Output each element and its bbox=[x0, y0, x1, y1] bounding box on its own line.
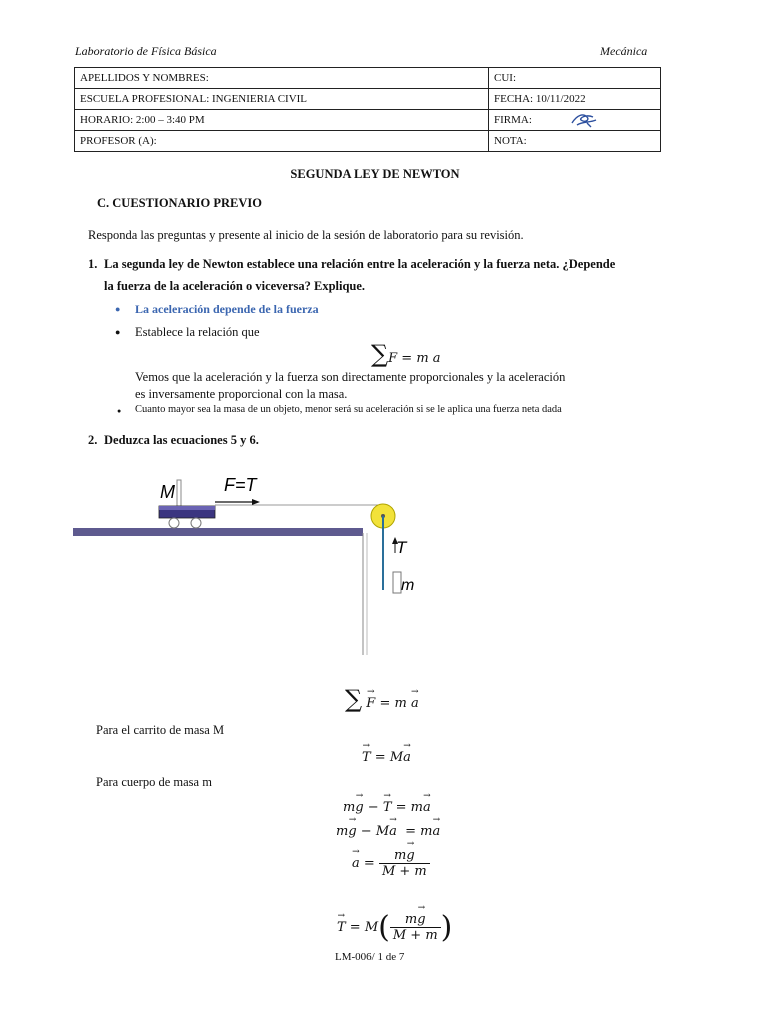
table-row bbox=[75, 110, 661, 131]
body-label: Para cuerpo de masa m bbox=[96, 775, 212, 789]
equation-cart: → T = M→ a bbox=[362, 750, 411, 765]
bullet-icon: ● bbox=[117, 407, 122, 415]
signature-label: FIRMA: bbox=[494, 114, 532, 126]
equation-sum-f-ma bbox=[371, 340, 441, 368]
force-arrow-icon bbox=[252, 499, 260, 505]
q1-line2: la fuerza de la aceleración o viceversa? Explique. bbox=[104, 279, 366, 293]
table-cell: NOTA: bbox=[489, 131, 661, 152]
equation-acceleration: → a = $\frac{m\to g}{M + m}$ bbox=[352, 848, 430, 879]
q1-bullet-c: Cuanto mayor sea la masa de un objeto, menor será su aceleración si se le aplica una fuerza neta dada bbox=[135, 404, 562, 415]
equation-body-2: m→ g − M→ a = m→ a bbox=[336, 824, 440, 839]
cart-wheel bbox=[169, 518, 179, 528]
table-cell: PROFESOR (A): bbox=[75, 131, 489, 152]
equation-vector-sum: ∑ → F = m → a bbox=[345, 685, 419, 713]
table-cell: ESCUELA PROFESIONAL: INGENIERIA CIVIL bbox=[75, 89, 489, 110]
hanging-mass bbox=[393, 572, 401, 593]
bullet-icon: ● bbox=[115, 327, 121, 337]
table-cell bbox=[489, 110, 661, 131]
header-right: Mecánica bbox=[600, 44, 648, 58]
table-cell: FECHA: 10/11/2022 bbox=[489, 89, 661, 110]
cart-label: Para el carrito de masa M bbox=[96, 723, 225, 737]
label-F-T: F=T bbox=[224, 475, 257, 495]
cart-mast bbox=[177, 480, 181, 506]
label-m: m bbox=[401, 577, 415, 594]
table-cell: CUI: bbox=[489, 68, 661, 89]
atwood-diagram bbox=[70, 465, 430, 660]
signature-icon bbox=[569, 111, 599, 129]
table-surface bbox=[73, 528, 363, 536]
section-heading: C. CUESTIONARIO PREVIO bbox=[97, 196, 262, 210]
header-left: Laboratorio de Física Básica bbox=[75, 44, 217, 58]
table-row bbox=[75, 89, 661, 110]
label-T: T bbox=[396, 538, 407, 557]
q2-text: Deduzca las ecuaciones 5 y 6. bbox=[104, 433, 259, 447]
table-cell: HORARIO: 2:00 – 3:40 PM bbox=[75, 110, 489, 131]
q1-bullet-a: La aceleración depende de la fuerza bbox=[135, 302, 319, 316]
cart-wheel bbox=[191, 518, 201, 528]
table-cell: APELLIDOS Y NOMBRES: bbox=[75, 68, 489, 89]
equation-text: F = m a bbox=[388, 351, 441, 366]
label-M: M bbox=[160, 482, 175, 502]
table-row bbox=[75, 131, 661, 152]
q1-para1: Vemos que la aceleración y la fuerza son directamente proporcionales y la aceleración bbox=[135, 370, 566, 384]
q1-bullet-b: Establece la relación que bbox=[135, 325, 260, 339]
intro-text: Responda las preguntas y presente al inicio de la sesión de laboratorio para su revisión. bbox=[88, 228, 524, 242]
q1-line1: La segunda ley de Newton establece una relación entre la aceleración y la fuerza neta. ¿Depende bbox=[104, 257, 616, 271]
equation-tension: → T = M( $\frac{m\to g}{M + m}$ ) bbox=[337, 910, 452, 945]
q2-number: 2. bbox=[88, 433, 98, 447]
student-info-table bbox=[74, 67, 661, 152]
page-footer: LM-006/ 1 de 7 bbox=[335, 951, 405, 963]
page-title: SEGUNDA LEY DE NEWTON bbox=[290, 167, 460, 181]
q1-para2: es inversamente proporcional con la masa. bbox=[135, 387, 348, 401]
bullet-icon: ● bbox=[115, 304, 121, 314]
q1-number: 1. bbox=[88, 257, 98, 271]
table-row bbox=[75, 68, 661, 89]
sigma-icon: ∑ bbox=[371, 340, 389, 368]
equation-body-1: m→ g − → T = m→ a bbox=[343, 800, 431, 815]
